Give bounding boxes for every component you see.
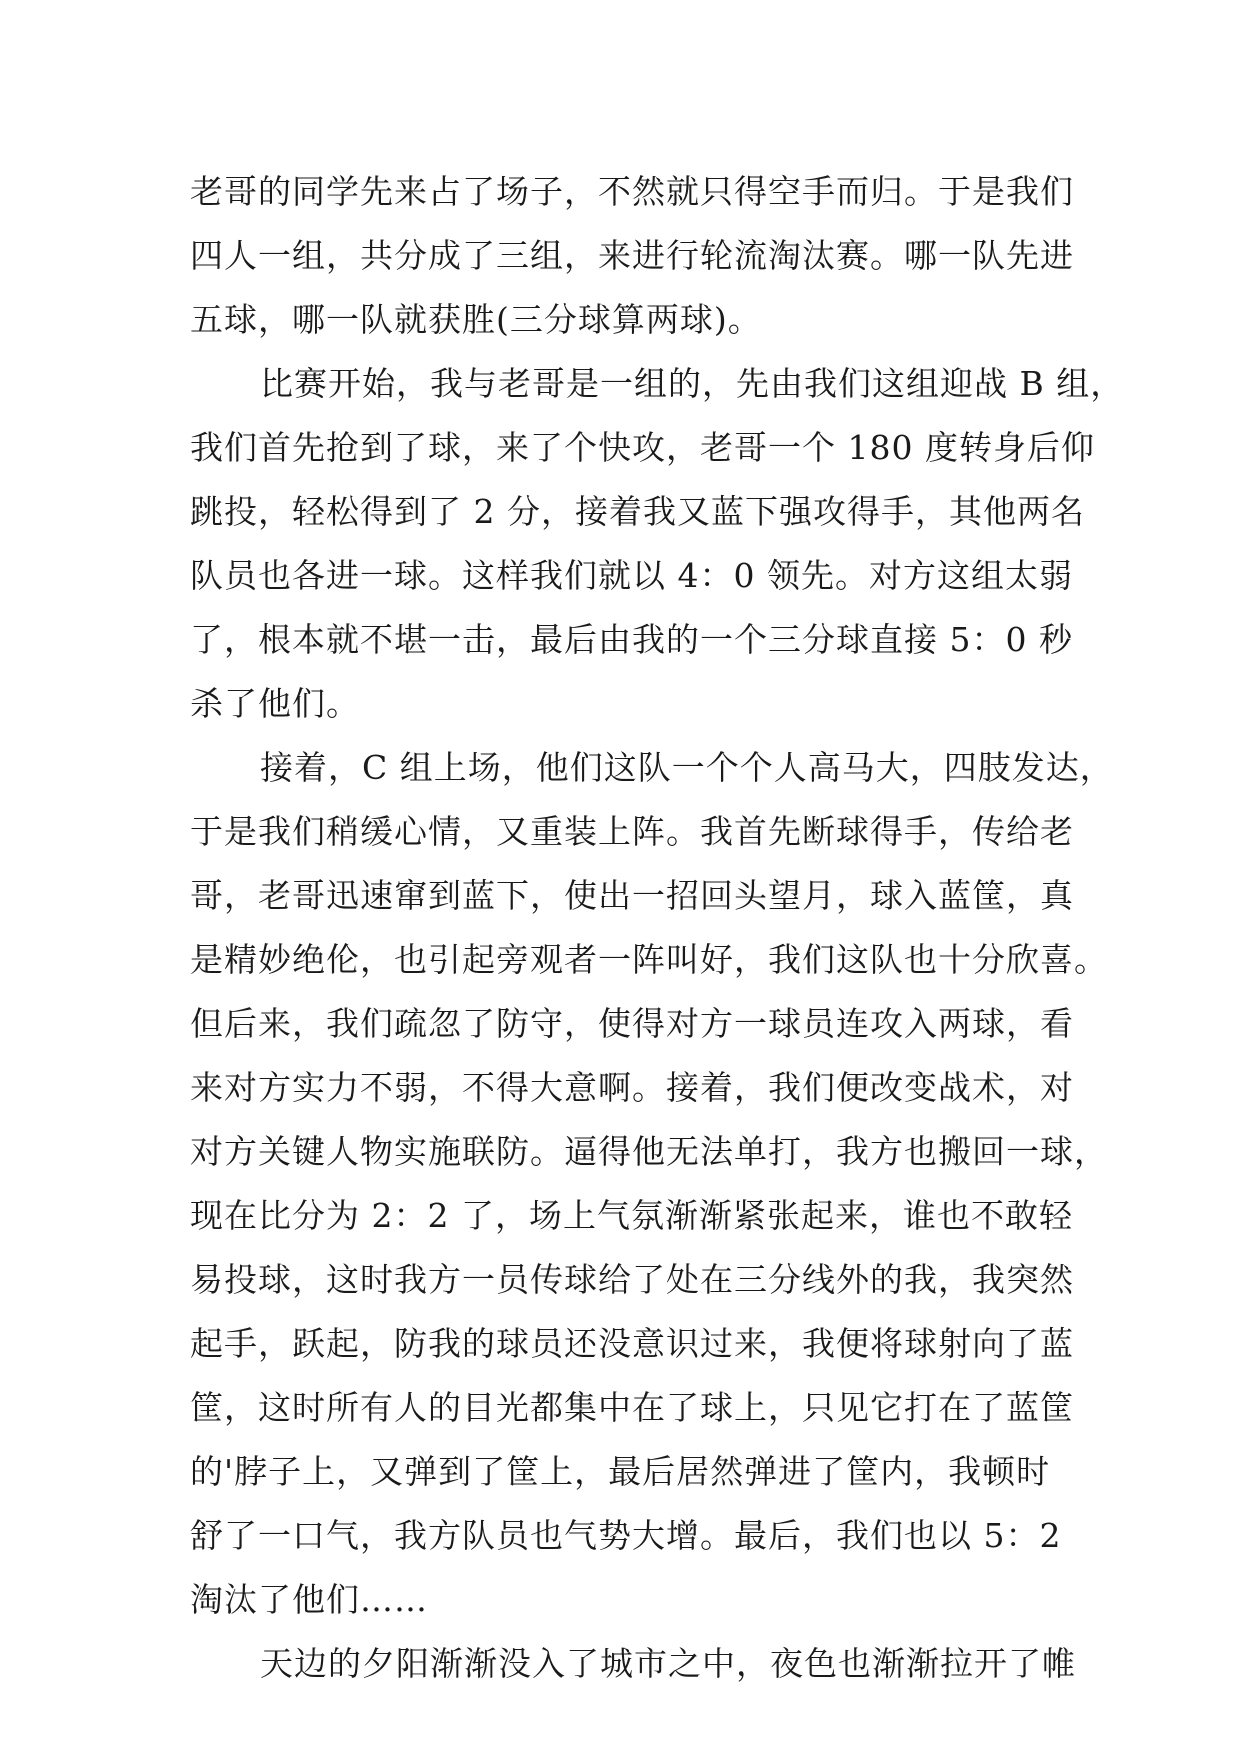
text-line: 四人一组，共分成了三组，来进行轮流淘汰赛。哪一队先进 [190, 236, 1074, 275]
text-line: 五球，哪一队就获胜(三分球算两球)。 [190, 300, 762, 339]
text-line: 但后来，我们疏忽了防守，使得对方一球员连攻入两球，看 [190, 1004, 1074, 1043]
paragraph-start-line: 比赛开始，我与老哥是一组的，先由我们这组迎战 B 组， [260, 364, 1125, 403]
text-line: 舒了一口气，我方队员也气势大增。最后，我们也以 5：2 [190, 1516, 1062, 1555]
text-line: 筐，这时所有人的目光都集中在了球上，只见它打在了蓝筐 [190, 1388, 1074, 1427]
text-line: 了，根本就不堪一击，最后由我的一个三分球直接 5：0 秒 [190, 620, 1073, 659]
text-line: 现在比分为 2：2 了，场上气氛渐渐紧张起来，谁也不敢轻 [190, 1196, 1073, 1235]
text-line: 对方关键人物实施联防。逼得他无法单打，我方也搬回一球， [190, 1132, 1108, 1171]
document-body [190, 160, 1125, 1696]
text-line: 淘汰了他们…… [190, 1580, 428, 1619]
text-line: 于是我们稍缓心情，又重装上阵。我首先断球得手，传给老 [190, 812, 1074, 851]
text-line: 跳投，轻松得到了 2 分，接着我又蓝下强攻得手，其他两名 [190, 492, 1085, 531]
text-line: 我们首先抢到了球，来了个快攻，老哥一个 180 度转身后仰 [190, 428, 1095, 467]
text-line: 老哥的同学先来占了场子，不然就只得空手而归。于是我们 [190, 172, 1074, 211]
text-line: 杀了他们。 [190, 684, 360, 723]
text-line: 起手，跃起，防我的球员还没意识过来，我便将球射向了蓝 [190, 1324, 1074, 1363]
text-line: 来对方实力不弱，不得大意啊。接着，我们便改变战术，对 [190, 1068, 1074, 1107]
text-line: 易投球，这时我方一员传球给了处在三分线外的我，我突然 [190, 1260, 1074, 1299]
paragraph-start-line: 天边的夕阳渐渐没入了城市之中，夜色也渐渐拉开了帷 [260, 1644, 1076, 1683]
paragraph-start-line: 接着，C 组上场，他们这队一个个人高马大，四肢发达， [260, 748, 1114, 787]
text-line: 是精妙绝伦，也引起旁观者一阵叫好，我们这队也十分欣喜。 [190, 940, 1108, 979]
text-line: 队员也各进一球。这样我们就以 4：0 领先。对方这组太弱 [190, 556, 1073, 595]
text-line: 的'脖子上，又弹到了筐上，最后居然弹进了筐内，我顿时 [190, 1452, 1051, 1491]
text-line: 哥，老哥迅速窜到蓝下，使出一招回头望月，球入蓝筐，真 [190, 876, 1074, 915]
